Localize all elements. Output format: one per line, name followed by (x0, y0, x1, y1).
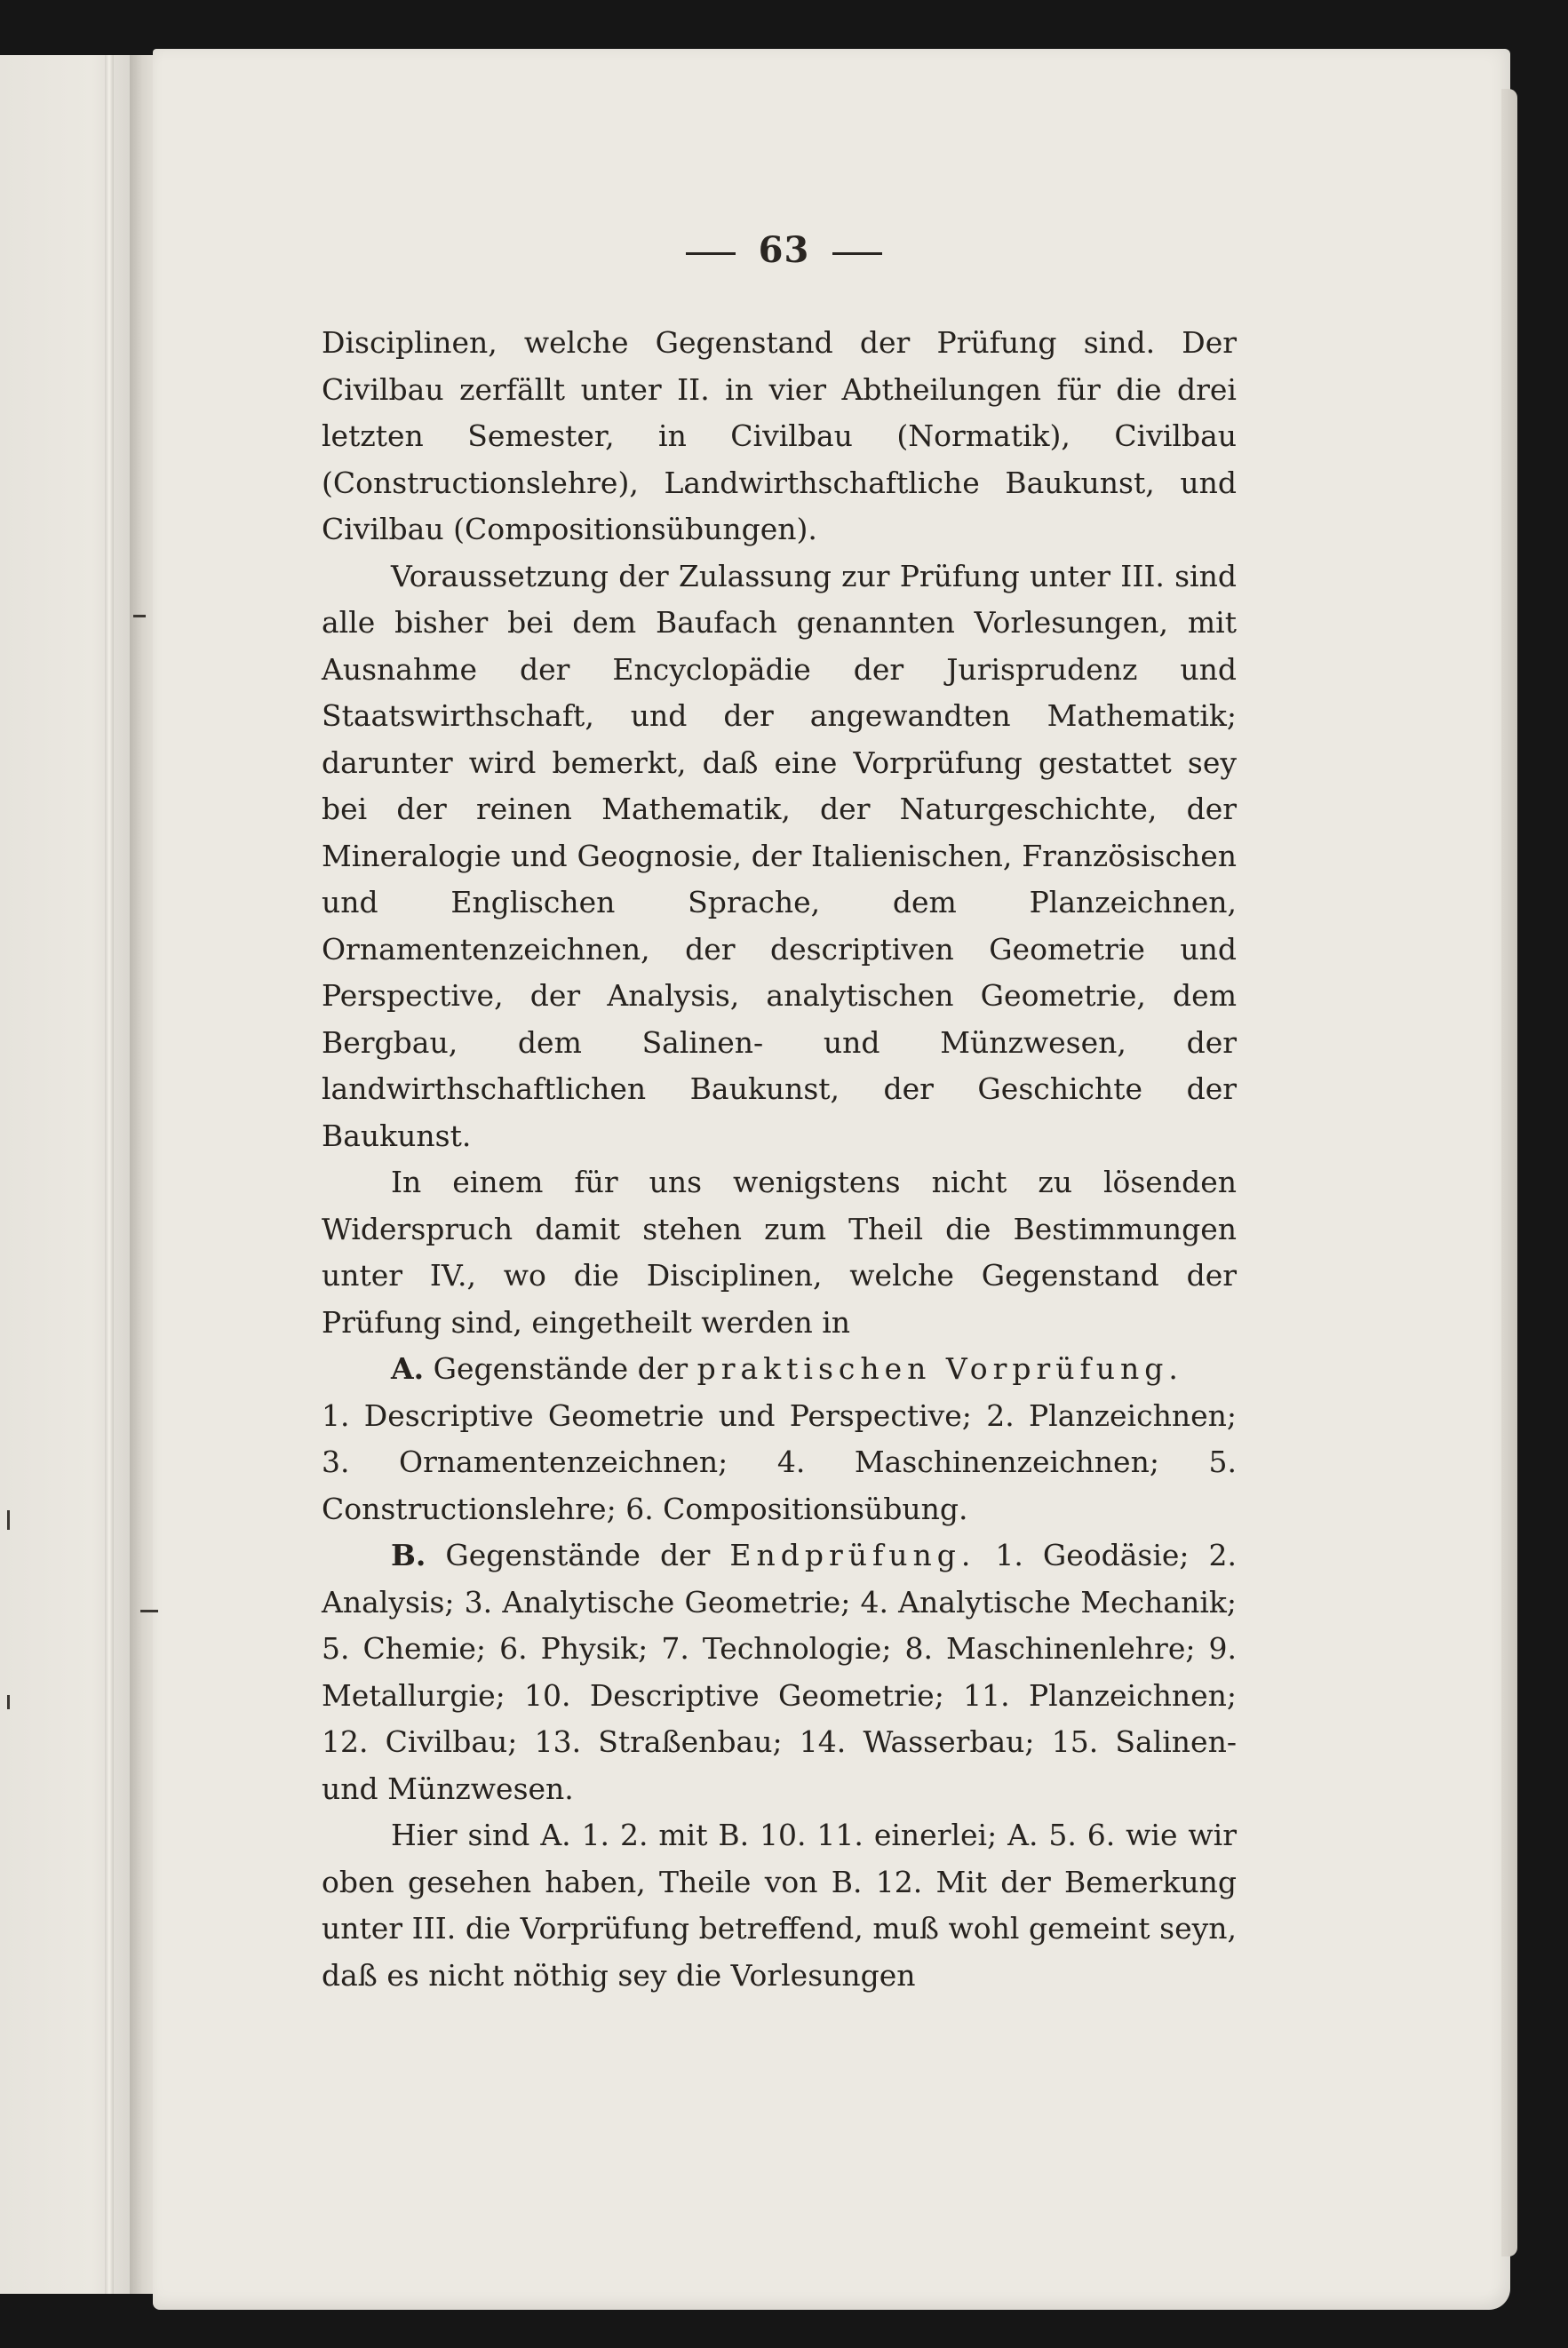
section-b-heading-spaced: Endprüfung. (729, 1538, 976, 1572)
section-a-heading-spaced: praktischen Vorprüfung. (696, 1351, 1183, 1386)
gutter-mark (140, 1610, 158, 1612)
paragraph-1: Disciplinen, welche Gegenstand der Prüfung sind. Der Civilbau zerfällt unter II. in vier Abtheilungen für die drei letzten Semester, in Civilbau (Normatik), Civilbau (Constructionslehre), Landwirthschaftliche Baukunst, und Civilbau (Compositionsübungen). (322, 325, 1237, 546)
gutter-mark (7, 1695, 10, 1709)
page-fore-edge (1501, 89, 1517, 2256)
gutter-mark (7, 1510, 10, 1530)
gutter-mark (133, 615, 146, 617)
section-b-line (322, 1532, 1237, 1812)
body-text (322, 320, 1237, 1999)
closing-paragraph: Hier sind A. 1. 2. mit B. 10. 11. einerlei; A. 5. 6. wie wir oben gesehen haben, Theile von B. 12. Mit der Bemerkung unter III. die Vorprüfung betreffend, muß wohl gemeint seyn, daß es nicht nöthig sey die Vorlesungen (322, 1818, 1237, 1993)
paragraph-3: In einem für uns wenigstens nicht zu lösenden Widerspruch damit stehen zum Theil die Bestimmungen unter IV., wo die Disciplinen, welche Gegenstand der Prüfung sind, eingetheilt werden in (322, 1165, 1237, 1340)
section-a-items: 1. Descriptive Geometrie und Perspective; 2. Planzeichnen; 3. Ornamentenzeichnen; 4. Maschinenzeichnen; 5. Constructionslehre; 6. Compositionsübung. (322, 1397, 1237, 1526)
section-a-heading (322, 1346, 1237, 1393)
section-b-letter: B. (391, 1538, 426, 1572)
section-b-heading-text: Gegenstände der (445, 1538, 711, 1572)
section-a-letter: A. (391, 1351, 425, 1386)
left-page-edge (105, 55, 114, 2294)
folio-dash-left (686, 252, 736, 255)
folio-dash-right (832, 252, 882, 255)
section-a-heading-text: Gegenstände der (433, 1351, 688, 1386)
paragraph-2: Voraussetzung der Zulassung zur Prüfung unter III. sind alle bisher bei dem Baufach genannten Vorlesungen, mit Ausnahme der Encyclopädie der Jurisprudenz und Staatswirthschaft, und der angewandten Mathematik; darunter wird bemerkt, daß eine Vorprüfung gestattet sey bei der reinen Mathematik, der Naturgeschichte, der Mineralogie und Geognosie, der Italienischen, Französischen und Englischen Sprache, dem Planzeichnen, Ornamentenzeichnen, der descriptiven Geometrie und Perspective, der Analysis, analytischen Geometrie, dem Bergbau, dem Salinen- und Münzwesen, der landwirthschaftlichen Baukunst, der Geschichte der Baukunst. (322, 558, 1237, 1153)
section-b-items: 1. Geodäsie; 2. Analysis; 3. Analytische Geometrie; 4. Analytische Mechanik; 5. Chemie; 6. Physik; 7. Technologie; 8. Maschinenlehre; 9. Metallurgie; 10. Descriptive Geometrie; 11. Planzeichnen; 12. Civilbau; 13. Straßenbau; 14. Wasserbau; 15. Salinen- und Münzwesen. (322, 1538, 1237, 1806)
folio-number: 63 (758, 229, 810, 271)
page-number (0, 229, 1568, 271)
